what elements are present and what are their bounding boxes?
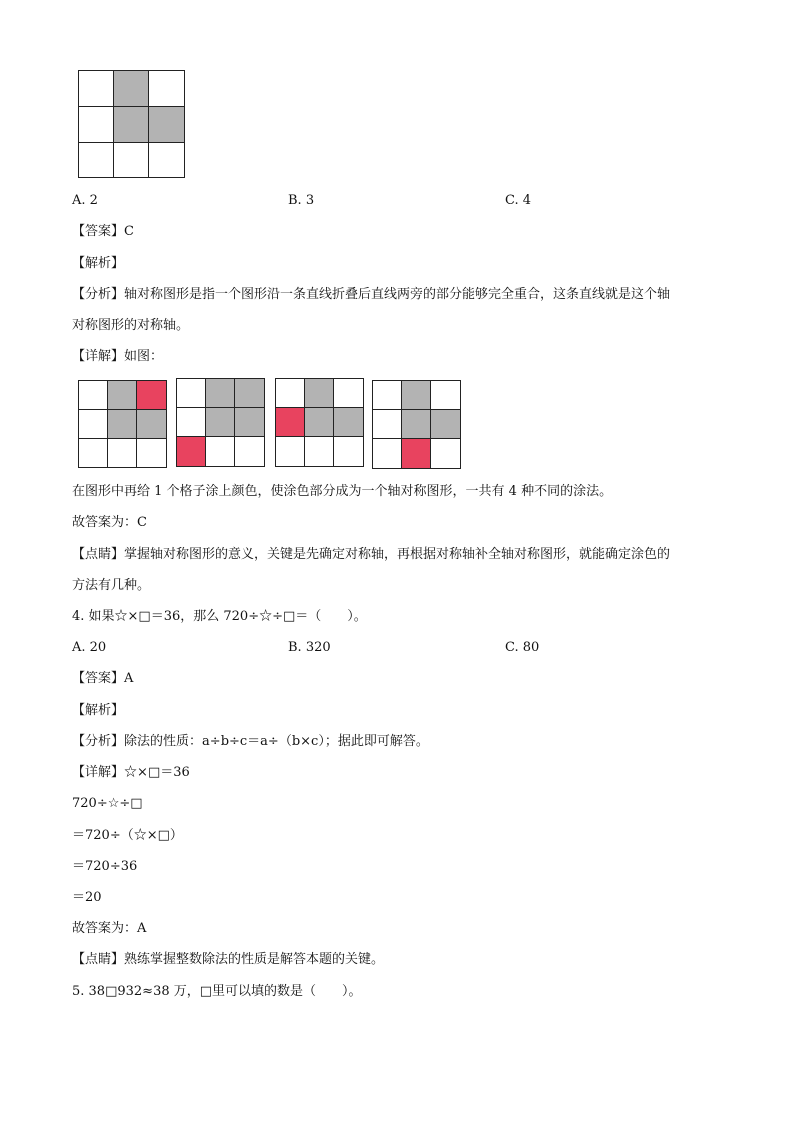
answer-tag: 【 答案 】	[72, 224, 124, 239]
grid-cell-added	[176, 436, 207, 467]
grid-cell	[372, 409, 403, 440]
grid-cell	[78, 106, 114, 143]
q3-option-a: A. 2	[72, 193, 98, 208]
grid-cell-shaded	[107, 409, 138, 440]
analysis-tag: 【 解析 】	[72, 256, 124, 271]
grid-cell	[430, 438, 461, 469]
grid-cell	[234, 436, 265, 467]
dianjing-text-1: 掌握轴对称图形的意义，关键是先确定对称轴，再根据对称轴补全轴对称图形，就能确定涂色的	[124, 547, 671, 562]
grid-cell	[430, 380, 461, 411]
grid-cell	[78, 142, 114, 178]
q4-detail	[72, 764, 190, 782]
grid-cell-shaded	[113, 106, 149, 143]
grid-cell	[148, 70, 185, 107]
detail-tag: 【 详解 】	[72, 765, 124, 780]
grid-cell	[176, 378, 207, 409]
q4-conclusion: 故答案为：A	[72, 921, 147, 936]
detail-text: 如图：	[124, 349, 164, 364]
grid-cell	[136, 438, 167, 468]
grid-cell	[275, 436, 306, 467]
grid-cell	[78, 409, 109, 440]
q3-option-b: B. 3	[288, 193, 315, 208]
answer-tag: 【 答案 】	[72, 671, 124, 686]
q5-stem: 5. 38□932≈38 万，□里可以填的数是（ ）。	[72, 984, 362, 999]
q4-step-4: ＝720÷36	[72, 859, 138, 874]
q3-detail	[72, 348, 163, 366]
grid-cell-shaded	[304, 407, 335, 438]
dianjing-tag: 【 点睛 】	[72, 952, 124, 967]
grid-cell-added	[401, 438, 432, 469]
grid-cell-shaded	[430, 409, 461, 440]
grid-cell-shaded	[401, 409, 432, 440]
q3-dianjing	[72, 546, 670, 564]
answer-value: C	[124, 224, 134, 239]
detail-step-1: ☆×□＝36	[124, 765, 190, 780]
q4-option-c: C. 80	[505, 640, 540, 655]
q4-step-3: ＝720÷（☆×□）	[72, 828, 183, 843]
grid-cell-shaded	[205, 407, 236, 438]
grid-cell-shaded	[401, 380, 432, 411]
grid-cell	[333, 436, 364, 467]
answer-value: A	[124, 671, 134, 686]
q3-analysis-heading	[72, 255, 124, 273]
grid-cell-shaded	[205, 378, 236, 409]
grid-cell	[372, 438, 403, 469]
grid-cell-shaded	[136, 409, 167, 440]
q4-step-2: 720÷☆÷□	[72, 796, 143, 811]
solution-grid-2	[176, 378, 265, 467]
dianjing-tag: 【 点睛 】	[72, 547, 124, 562]
grid-cell-shaded	[148, 106, 185, 143]
grid-cell	[333, 378, 364, 409]
q4-option-a: A. 20	[72, 640, 107, 655]
q3-conclusion: 故答案为：C	[72, 515, 147, 530]
grid-cell-added	[275, 407, 306, 438]
grid-cell	[372, 380, 403, 411]
grid-cell	[275, 378, 306, 409]
q3-answer	[72, 223, 134, 241]
q3-option-c: C. 4	[505, 193, 532, 208]
q4-analysis-heading	[72, 702, 124, 720]
grid-cell	[113, 142, 149, 178]
fenxi-text: 除法的性质：a÷b÷c＝a÷（b×c）；据此即可解答。	[124, 734, 429, 749]
solution-grid-4	[372, 380, 461, 469]
analysis-tag: 【 解析 】	[72, 703, 124, 718]
q3-dianjing-line2: 方法有几种。	[72, 578, 151, 593]
question-figure-grid	[78, 70, 185, 178]
q4-step-5: ＝20	[72, 890, 102, 905]
grid-cell-added	[136, 380, 167, 410]
grid-cell	[107, 438, 138, 468]
solution-grid-3	[275, 378, 364, 467]
q4-dianjing	[72, 951, 384, 969]
grid-cell	[78, 70, 114, 107]
q4-answer	[72, 670, 133, 688]
dianjing-text: 熟练掌握整数除法的性质是解答本题的关键。	[124, 952, 385, 967]
q3-description: 在图形中再给 1 个格子涂上颜色，使涂色部分成为一个轴对称图形，一共有 4 种不同的涂法。	[72, 484, 613, 499]
grid-cell-shaded	[107, 380, 138, 410]
grid-cell	[78, 438, 109, 468]
q4-option-b: B. 320	[288, 640, 331, 655]
detail-tag: 【 详解 】	[72, 349, 124, 364]
grid-cell-shaded	[333, 407, 364, 438]
grid-cell-shaded	[234, 378, 265, 409]
grid-cell	[176, 407, 207, 438]
q3-fenxi	[72, 286, 670, 304]
fenxi-tag: 【 分析 】	[72, 734, 124, 749]
grid-cell	[205, 436, 236, 467]
solution-grid-1	[78, 380, 167, 468]
grid-cell-shaded	[113, 70, 149, 107]
q3-fenxi-line2: 对称图形的对称轴。	[72, 318, 190, 333]
q4-fenxi	[72, 733, 429, 751]
grid-cell-shaded	[304, 378, 335, 409]
grid-cell-shaded	[234, 407, 265, 438]
q4-stem: 4. 如果☆×□＝36，那么 720÷☆÷□＝（ ）。	[72, 609, 367, 624]
grid-cell	[78, 380, 109, 410]
grid-cell	[148, 142, 185, 178]
fenxi-tag: 【 分析 】	[72, 287, 124, 302]
grid-cell	[304, 436, 335, 467]
fenxi-text-1: 轴对称图形是指一个图形沿一条直线折叠后直线两旁的部分能够完全重合，这条直线就是这个轴	[124, 287, 671, 302]
